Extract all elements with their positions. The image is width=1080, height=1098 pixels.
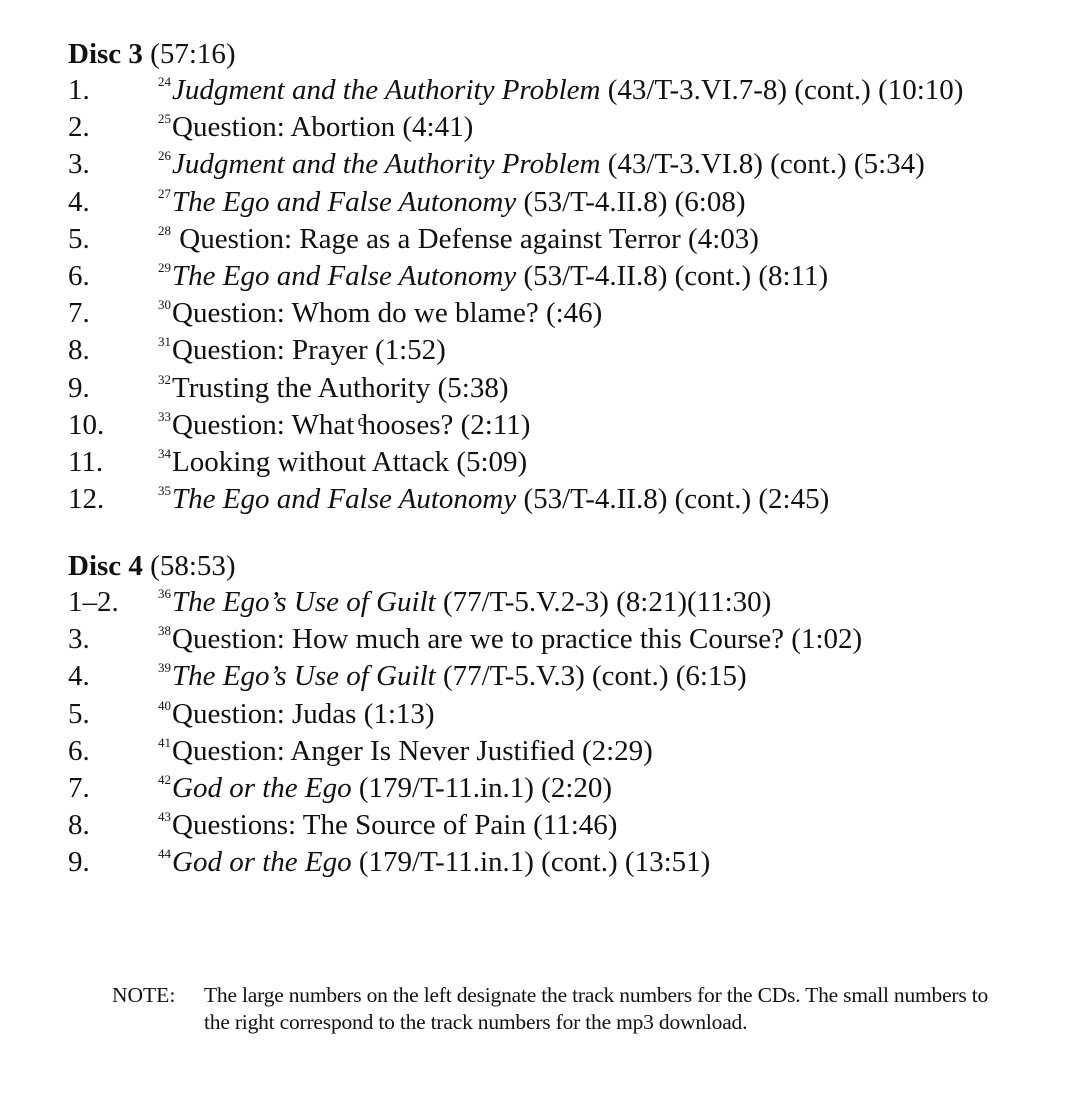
track-title: Question: Anger Is Never Justified (2:29)	[172, 734, 653, 767]
note-label: NOTE:	[112, 983, 176, 1007]
track-entry	[158, 184, 746, 221]
track-entry	[158, 109, 473, 146]
mp3-track-number: 41	[158, 734, 171, 750]
track-title: Judgment and the Authority Problem	[172, 148, 601, 181]
track-row	[68, 733, 1058, 770]
track-details: (179/T-11.in.1) (2:20)	[351, 771, 613, 804]
track-title: Trusting the Authority (5:38)	[172, 371, 509, 404]
track-title: Question: Rage as a Defense against Terror (4:03)	[172, 222, 759, 255]
track-entry	[158, 882, 159, 919]
track-row	[68, 295, 1058, 332]
cd-track-number: 9.	[68, 371, 90, 404]
mp3-track-number: 24	[158, 74, 171, 89]
track-entry	[158, 221, 759, 258]
track-list	[68, 584, 1058, 919]
track-details: (53/T-4.II.8) (cont.) (2:45)	[516, 483, 830, 516]
track-title: The Ego’s Use of Guilt	[172, 586, 436, 618]
track-entry	[158, 807, 617, 844]
track-title: God or the Ego	[172, 771, 352, 804]
track-entry	[158, 481, 829, 518]
mp3-track-number: 25	[158, 111, 171, 127]
track-details: (53/T-4.II.8) (6:08)	[516, 185, 746, 218]
track-row	[68, 258, 1058, 295]
mp3-track-number: 30	[158, 297, 171, 313]
cd-track-number: 4.	[68, 185, 90, 218]
note-text: The large numbers on the left designate the track numbers for the CDs. The small numbers to the right correspond to the track numbers for the mp3 download.	[204, 983, 989, 1034]
track-entry	[158, 584, 771, 621]
track-title: The Ego and False Autonomy	[172, 483, 517, 516]
track-row	[68, 844, 1058, 881]
track-entry	[158, 370, 508, 407]
track-title: Question: Whom do we blame? (:46)	[172, 297, 603, 330]
cd-track-number: 6.	[68, 734, 90, 767]
track-details: (53/T-4.II.8) (cont.) (8:11)	[516, 259, 829, 292]
track-title: Looking without Attack (5:09)	[172, 445, 528, 478]
mp3-track-number: 39	[158, 660, 171, 676]
cd-track-number: 1.	[68, 74, 90, 106]
disc-duration: (57:16)	[150, 38, 236, 70]
cd-track-number: 3.	[68, 148, 90, 181]
track-row	[68, 584, 1058, 621]
cd-track-number: 8.	[68, 809, 90, 842]
track-title: Question: What ͨhooses? (2:11)	[172, 408, 531, 441]
track-details: (77/T-5.V.2-3) (8:21)(11:30)	[435, 586, 772, 618]
track-entry	[158, 658, 747, 695]
track-row	[68, 370, 1058, 407]
track-title: Question: Abortion (4:41)	[172, 111, 474, 144]
mp3-track-number: 29	[158, 259, 171, 275]
mp3-track-number: 33	[158, 408, 171, 424]
cd-track-number: 11.	[68, 445, 104, 478]
track-title: Questions: The Source of Pain (11:46)	[172, 809, 618, 842]
cd-track-number: 5.	[68, 222, 90, 255]
cd-track-number: 4.	[68, 660, 90, 693]
track-title: Question: Prayer (1:52)	[172, 334, 446, 367]
mp3-track-number: 36	[158, 586, 171, 601]
track-row	[68, 146, 1058, 183]
cd-track-number: 10.	[68, 408, 105, 441]
track-row	[68, 72, 1058, 109]
disc-3-section	[68, 36, 1058, 518]
track-entry	[158, 696, 435, 733]
track-entry	[158, 444, 527, 481]
mp3-track-number: 40	[158, 697, 171, 713]
track-entry	[158, 146, 925, 183]
disc-heading	[68, 36, 1058, 72]
track-title: Question: Judas (1:13)	[172, 697, 435, 730]
disc-label: Disc 3	[68, 38, 143, 70]
track-details: (43/T-3.VI.8) (cont.) (5:34)	[600, 148, 925, 181]
mp3-track-number: 32	[158, 371, 171, 387]
track-row	[68, 109, 1058, 146]
cd-track-number: 9.	[68, 846, 90, 879]
track-details: (43/T-3.VI.7-8) (cont.) (10:10)	[600, 74, 964, 106]
disc-duration: (58:53)	[150, 550, 236, 582]
mp3-track-number: 35	[158, 483, 171, 499]
mp3-track-number: 43	[158, 809, 171, 825]
track-row	[68, 621, 1058, 658]
track-row	[68, 481, 1058, 518]
track-row	[68, 332, 1058, 369]
track-entry	[158, 770, 612, 807]
cd-track-number: 12.	[68, 483, 105, 516]
track-row	[68, 807, 1058, 844]
cd-track-number: 1–2.	[68, 586, 119, 618]
track-details: (179/T-11.in.1) (cont.) (13:51)	[351, 846, 711, 879]
cd-track-number: 7.	[68, 297, 90, 330]
cd-track-number: 8.	[68, 334, 90, 367]
cd-track-number: 6.	[68, 259, 90, 292]
track-title: Judgment and the Authority Problem	[172, 74, 601, 106]
cd-track-number: 7.	[68, 771, 90, 804]
disc-label: Disc 4	[68, 550, 143, 582]
track-row	[68, 882, 1058, 919]
track-row	[68, 221, 1058, 258]
track-entry	[158, 258, 828, 295]
track-entry	[158, 407, 530, 444]
track-row	[68, 184, 1058, 221]
track-row	[68, 444, 1058, 481]
track-details: (77/T-5.V.3) (cont.) (6:15)	[435, 660, 747, 693]
track-row	[68, 770, 1058, 807]
mp3-track-number: 38	[158, 623, 171, 639]
track-row	[68, 407, 1058, 444]
track-entry	[158, 733, 653, 770]
track-list	[68, 72, 1058, 518]
cd-track-number: 2.	[68, 111, 90, 144]
track-entry	[158, 332, 446, 369]
track-entry	[158, 621, 862, 658]
mp3-track-number: 44	[158, 846, 171, 862]
track-row	[68, 658, 1058, 695]
mp3-track-number: 27	[158, 185, 171, 201]
track-title: The Ego and False Autonomy	[172, 185, 517, 218]
cd-track-number: 3.	[68, 623, 90, 656]
track-entry	[158, 844, 710, 881]
cd-track-number: 5.	[68, 697, 90, 730]
mp3-track-number: 42	[158, 771, 171, 787]
track-title: God or the Ego	[172, 846, 352, 879]
track-title: The Ego and False Autonomy	[172, 259, 517, 292]
track-entry	[158, 72, 963, 109]
mp3-track-number: 34	[158, 445, 171, 461]
mp3-track-number: 26	[158, 148, 171, 164]
track-entry	[158, 295, 602, 332]
track-title: The Ego’s Use of Guilt	[172, 660, 436, 693]
track-row	[68, 696, 1058, 733]
mp3-track-number: 28	[158, 222, 171, 238]
track-title: Question: How much are we to practice this Course? (1:02)	[172, 623, 863, 656]
disc-4-section	[68, 548, 1058, 919]
mp3-track-number: 31	[158, 334, 171, 350]
disc-heading	[68, 548, 1058, 584]
